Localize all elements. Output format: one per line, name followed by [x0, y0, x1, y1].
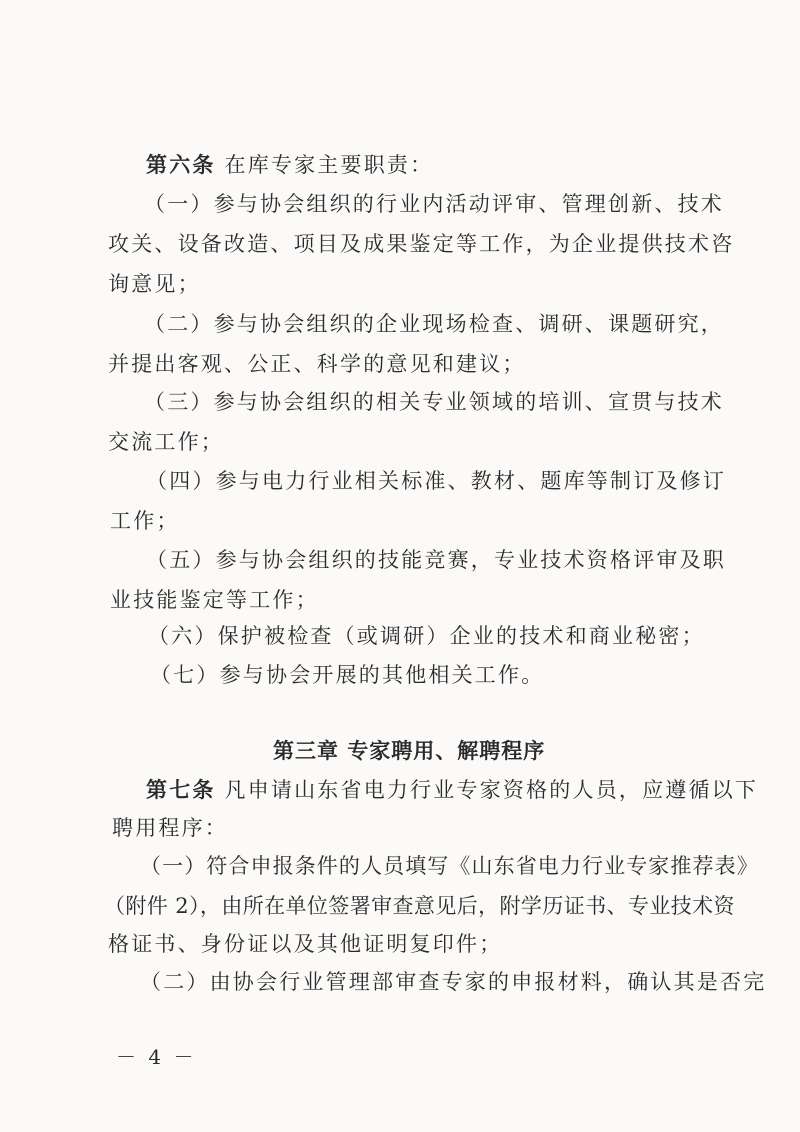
article7-text-line2: 聘用程序： [112, 816, 228, 840]
article6-item4-line1: （四）参与电力行业相关标准、教材、题库等制订及修订 [146, 469, 726, 493]
article7-label: 第七条 [146, 777, 216, 802]
article7-item1-line1: （一）符合申报条件的人员填写《山东省电力行业专家推荐表》 [140, 854, 759, 878]
article6-title: 在库专家主要职责： [224, 153, 434, 177]
article7-line1 [146, 776, 758, 804]
article7-text-line1: 凡申请山东省电力行业专家资格的人员，应遵循以下 [224, 778, 759, 802]
article7-item1-line3: 格证书、身份证以及其他证明复印件； [108, 932, 503, 956]
article6-item1-line3: 询意见； [108, 272, 201, 296]
article6-item3-line2: 交流工作； [108, 430, 224, 454]
article6-line [146, 151, 433, 179]
article7-item2-line1: （二）由协会行业管理部审查专家的申报材料，确认其是否完 [140, 970, 767, 994]
article6-item5-line2: 业技能鉴定等工作； [110, 588, 319, 612]
article6-item5-line1: （五）参与协会组织的技能竞赛，专业技术资格评审及职 [146, 548, 726, 572]
article6-item7-line1: （七）参与协会开展的其他相关工作。 [150, 663, 545, 687]
article6-item1-line2: 攻关、设备改造、项目及成果鉴定等工作，为企业提供技术咨 [108, 232, 735, 256]
article6-item6-line1: （六）保护被检查（或调研）企业的技术和商业秘密； [148, 624, 705, 648]
article6-item1-line1: （一）参与协会组织的行业内活动评审、管理创新、技术 [144, 192, 724, 216]
article6-item3-line1: （三）参与协会组织的相关专业领域的培训、宣贯与技术 [144, 390, 724, 414]
article6-label: 第六条 [146, 152, 216, 177]
article6-item4-line2: 工作； [110, 509, 180, 533]
article6-item2-line2: 并提出客观、公正、科学的意见和建议； [108, 352, 526, 376]
chapter3-heading: 第三章 专家聘用、解聘程序 [273, 738, 546, 763]
article6-item2-line1: （二）参与协会组织的企业现场检查、调研、课题研究， [144, 312, 724, 336]
article7-item1-line2: （附件 2），由所在单位签署审查意见后，附学历证书、专业技术资 [104, 894, 735, 918]
page-number: － 4 － [116, 1045, 197, 1069]
